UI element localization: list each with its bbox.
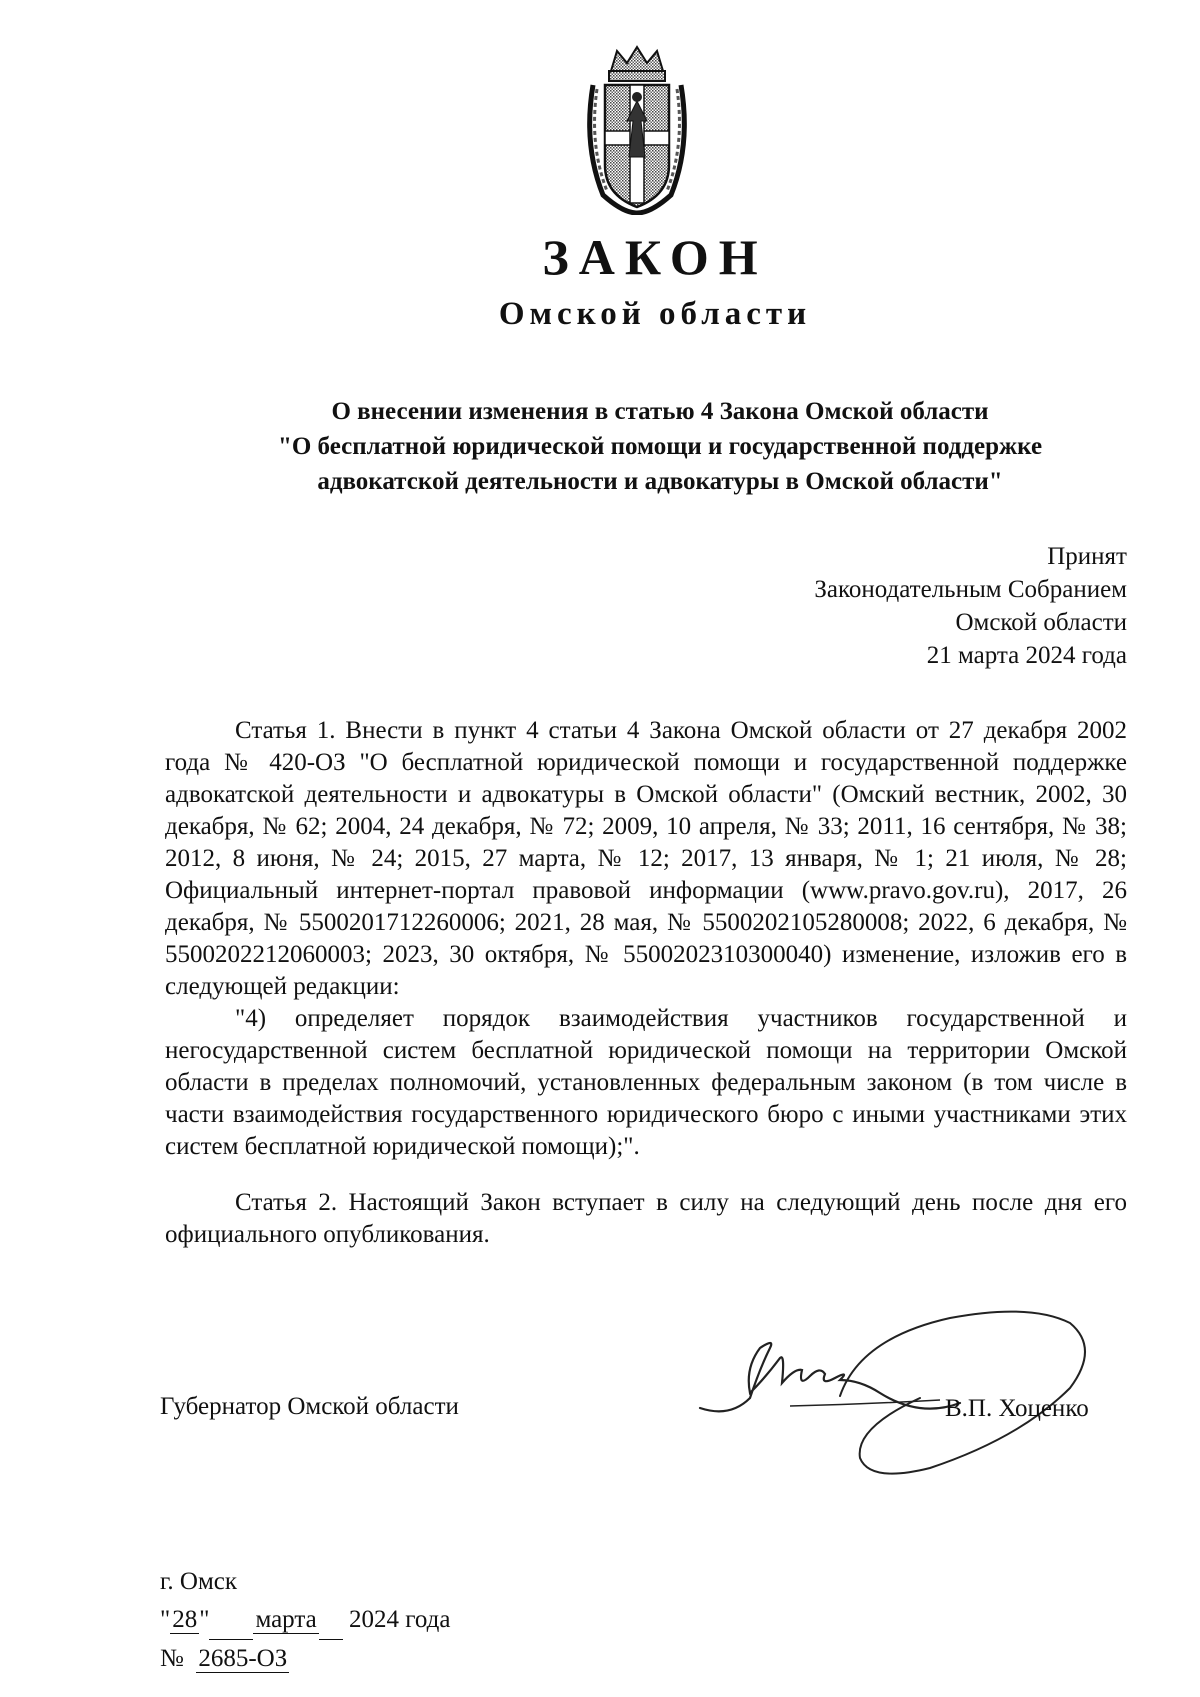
law-title-line: "О бесплатной юридической помощи и государственной поддержке [277, 433, 1043, 460]
law-body [165, 715, 1127, 1251]
governor-name: В.П. Хоценко [945, 1395, 1089, 1422]
adoption-line: Принят [1047, 543, 1127, 570]
article-2: Статья 2. Настоящий Закон вступает в силу на следующий день после дня его официального опубликования. [165, 1189, 1127, 1248]
adoption-line: Законодательным Собранием [814, 576, 1127, 603]
date-day: 28 [172, 1606, 198, 1633]
adoption-line: Омской области [955, 609, 1127, 636]
coat-of-arms-icon [583, 45, 691, 215]
document-footer [160, 1563, 450, 1678]
signing-place: г. Омск [160, 1568, 238, 1595]
coat-of-arms-emblem [583, 45, 691, 215]
article-1-quote: "4) определяет порядок взаимодействия участников государственной и негосударственной систем бесплатной юридической помощи на территории Омской области в пределах полномочий, установленных федеральным законом (в том числе в части взаимодействия государственного юридического бюро с иными участниками этих систем бесплатной юридической помощи);". [165, 1005, 1127, 1160]
adoption-date: 21 марта 2024 года [926, 642, 1127, 669]
law-title-line: адвокатской деятельности и адвокатуры в Омской области" [317, 468, 1003, 495]
number-value: 2685-ОЗ [198, 1645, 288, 1672]
document-subheading: Омской области [498, 296, 812, 332]
date-month: марта [255, 1606, 317, 1633]
law-title [200, 394, 1120, 499]
adoption-block [720, 540, 1127, 672]
law-number [160, 1640, 450, 1678]
article-1: Статья 1. Внести в пункт 4 статьи 4 Закона Омской области от 27 декабря 2002 года № 420-ОЗ "О бесплатной юридической помощи и государственной поддержке адвокатской деятельности и адвокатуры в Омской области" (Омский вестник, 2002, 30 декабря, № 62; 2004, 24 декабря, № 72; 2009, 10 апреля, № 33; 2011, 16 сентября, № 38; 2012, 8 июня, № 24; 2015, 27 марта, № 12; 2017, 13 января, № 1; 21 июля, № 28; Официальный интернет-портал правовой информации (www.pravo.gov.ru), 2017, 26 декабря, № 5500201712260006; 2021, 28 мая, № 5500202105280008; 2022, 6 декабря, № 5500202212060003; 2023, 30 октября, № 5500202310300040) изменение, изложив его в следующей редакции: [165, 717, 1127, 1000]
document-heading: ЗАКОН [542, 229, 768, 285]
law-title-line: О внесении изменения в статью 4 Закона Омской области [331, 398, 989, 425]
number-prefix: № [160, 1645, 184, 1672]
governor-title: Губернатор Омской области [160, 1393, 459, 1420]
signing-date: "28" марта 2024 года [160, 1601, 450, 1640]
date-year: 2024 года [348, 1606, 451, 1633]
